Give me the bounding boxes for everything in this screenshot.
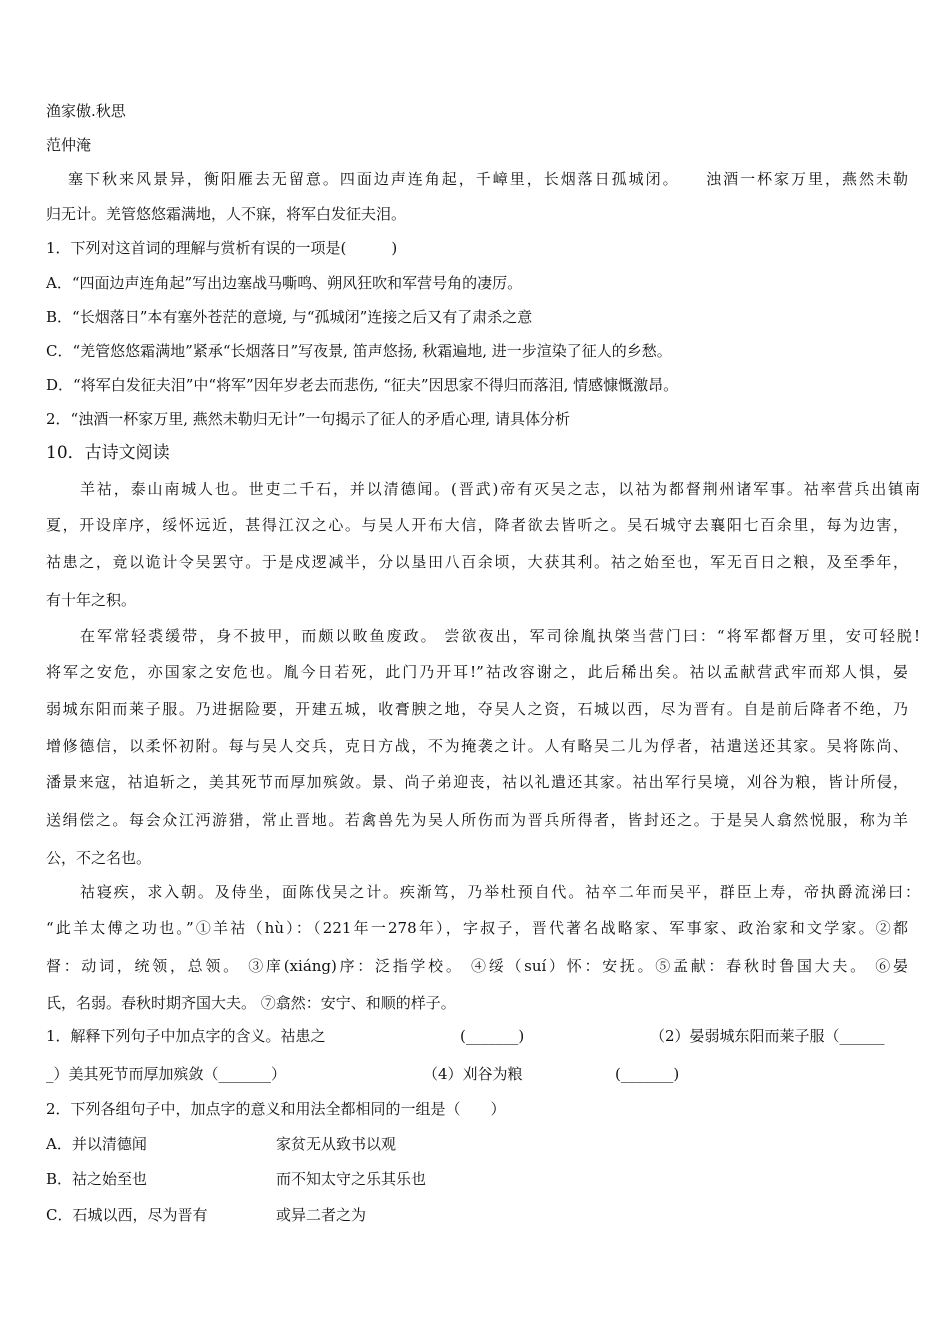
question-2-stem: 2．“浊酒一杯家万里, 燕然未勒归无计”一句揭示了征人的矛盾心理, 请具体分析: [46, 410, 570, 428]
question-1-option-d: D．“将军白发征夫泪”中“将军”因年岁老去而悲伤, “征夫”因思家不得归而落泪, 情感慷慨激昂。: [46, 376, 679, 394]
question-10-1-line-2-left: _）美其死节而厚加殡敛（_______）: [46, 1065, 287, 1083]
passage-p2-line-4: 增修德信，以柔怀初附。每与吴人交兵，克日方战，不为掩袭之计。人有略吴二儿为俘者，祜遣送还其家。吴将陈尚、: [46, 737, 908, 755]
question-1-option-a: A．“四面边声连角起”写出边塞战马嘶鸣、朔风狂吹和军营号角的凄厉。: [46, 274, 523, 292]
section-10-heading: 10．古诗文阅读: [46, 443, 170, 463]
passage-p1-line-4: 有十年之积。: [46, 591, 137, 609]
question-10-2-option-b-right: 而不知太守之乐其乐也: [276, 1170, 427, 1188]
passage-p1-line-1: 羊祜，泰山南城人也。世吏二千石，并以清德闻。(晋武)帝有灭吴之志，以祜为都督荆州诸军事。祜率营兵出镇南: [80, 480, 920, 498]
question-1-option-b: B．“长烟落日”本有塞外苍茫的意境, 与“孤城闭”连接之后又有了肃杀之意: [46, 308, 533, 326]
question-1-stem: 1．下列对这首词的理解与赏析有误的一项是( ): [46, 239, 398, 257]
question-10-2-stem: 2．下列各组句子中，加点字的意义和用法全都相同的一组是（ ）: [46, 1100, 506, 1118]
passage-p3-line-3: 督：动词，统领，总领。 ③庠(xiáng)序：泛指学校。 ④绥（suí）怀：安抚。⑤孟献：春秋时鲁国大夫。 ⑥晏: [46, 957, 908, 975]
passage-p2-line-7: 公，不之名也。: [46, 849, 152, 867]
passage-p3-line-1: 祜寝疾，求入朝。及侍坐，面陈伐吴之计。疾渐笃，乃举杜预自代。祜卒二年而吴平，群臣上寿，帝执爵流涕曰：: [80, 883, 920, 901]
question-10-2-option-b-left: B．祜之始至也: [46, 1170, 148, 1188]
passage-p1-line-2: 夏，开设庠序，绥怀远近，甚得江汉之心。与吴人开布大信，降者欲去皆听之。吴石城守去襄阳七百余里，每为边害，: [46, 516, 908, 534]
question-10-1-blank-1[interactable]: (_______): [460, 1027, 525, 1045]
passage-p2-line-1: 在军常轻裘缓带，身不披甲，而颇以畋鱼废政。 尝欲夜出，军司徐胤执棨当营门曰：“将军都督万里，安可轻脱!: [80, 627, 920, 645]
poem-text-line-1: 塞下秋来风景异，衡阳雁去无留意。四面边声连角起，千嶂里，长烟落日孤城闭。 浊酒一杯家万里，燕然未勒: [68, 170, 908, 188]
question-1-option-c: C．“羌管悠悠霜满地”紧承“长烟落日”写夜景, 笛声悠扬, 秋霜遍地, 进一步渲染了征人的乡愁。: [46, 342, 672, 360]
passage-p2-line-3: 弱城东阳而莱子服。乃进据险要，开建五城，收膏腴之地，夺吴人之资，石城以西，尽为晋有。自是前后降者不绝，乃: [46, 700, 908, 718]
passage-p3-line-2: “此羊太傅之功也。”①羊祜（hù）：（221年一278年），字叔子，晋代著名战略家、军事家、政治家和文学家。②都: [46, 919, 908, 937]
passage-p2-line-5: 潘景来寇，祜追斩之，美其死节而厚加殡敛。景、尚子弟迎丧，祜以礼遣还其家。祜出军行吴境，刈谷为粮，皆计所侵，: [46, 773, 908, 791]
question-10-1-line-2-mid: （4）刈谷为粮: [423, 1065, 523, 1083]
poem-author: 范仲淹: [46, 136, 92, 154]
passage-p1-line-3: 祜患之，竟以诡计令吴罢守。于是戍逻减半，分以垦田八百余顷，大获其利。祜之始至也，军无百日之粮，及至季年，: [46, 553, 908, 571]
question-10-1-line-1-left: 1．解释下列句子中加点字的含义。祜患之: [46, 1027, 326, 1045]
question-10-2-option-a-left: A．并以清德闻: [46, 1135, 147, 1153]
question-10-2-option-c-right: 或异二者之为: [276, 1206, 367, 1224]
passage-p2-line-2: 将军之安危，亦国家之安危也。胤今日若死，此门乃开耳!”祜改容谢之，此后稀出矣。祜以孟献营武牢而郑人惧，晏: [46, 663, 908, 681]
poem-title: 渔家傲.秋思: [46, 102, 126, 120]
question-10-1-blank-4[interactable]: (_______): [615, 1065, 680, 1083]
poem-text-line-2: 归无计。羌管悠悠霜满地，人不寐，将军白发征夫泪。: [46, 205, 407, 223]
question-10-1-line-1-right: （2）晏弱城东阳而莱子服（______: [650, 1027, 885, 1045]
question-10-2-option-c-left: C．石城以西，尽为晋有: [46, 1206, 208, 1224]
passage-p2-line-6: 送绢偿之。每会众江沔游猎，常止晋地。若禽兽先为吴人所伤而为晋兵所得者，皆封还之。于是吴人翕然悦服，称为羊: [46, 811, 908, 829]
passage-p3-line-4: 氏，名弱。春秋时期齐国大夫。 ⑦翕然：安宁、和顺的样子。: [46, 994, 456, 1012]
question-10-2-option-a-right: 家贫无从致书以观: [276, 1135, 397, 1153]
